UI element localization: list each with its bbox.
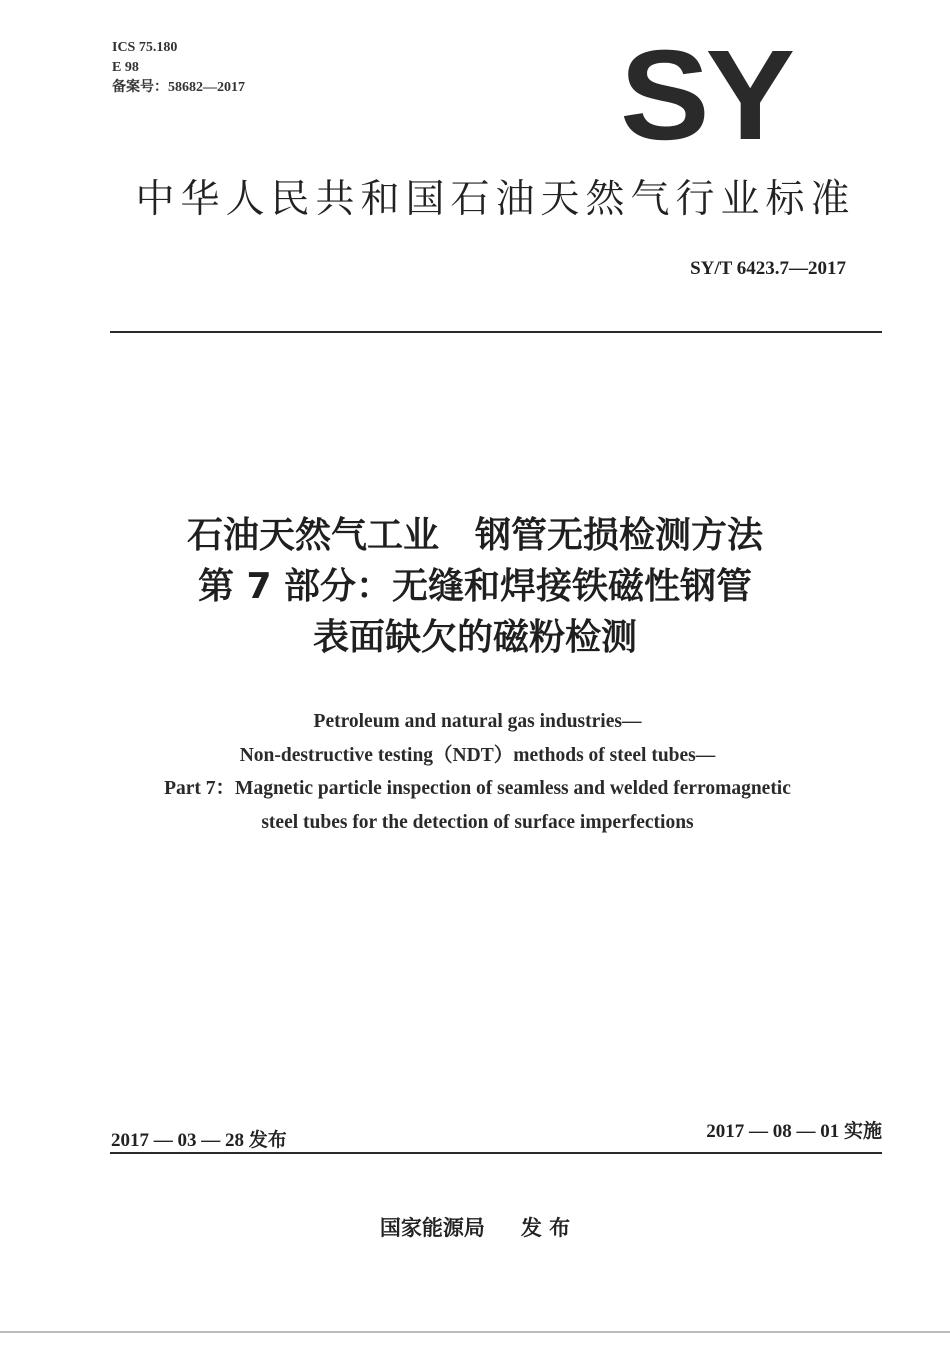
issuer-name: 国家能源局 (379, 1216, 485, 1240)
bottom-divider (110, 1152, 882, 1154)
standard-number: SY/T 6423.7—2017 (690, 258, 846, 279)
sy-logo: SY (620, 24, 791, 167)
implementation-date: 2017 — 08 — 01 实施 (706, 1121, 882, 1142)
title-english (80, 705, 875, 839)
title-cn-line: 第 7 部分：无缝和焊接铁磁性钢管 (197, 566, 753, 607)
meta-block (112, 38, 245, 98)
title-en-line: Petroleum and natural gas industries— (313, 711, 642, 732)
issuer-action: 发 布 (520, 1216, 571, 1240)
issuer (250, 1212, 700, 1242)
title-chinese (100, 510, 850, 663)
title-cn-line: 表面缺欠的磁粉检测 (312, 617, 637, 658)
organization-title: 中华人民共和国石油天然气行业标准 (135, 177, 856, 222)
ccs-code: E 98 (112, 60, 139, 75)
top-divider (110, 331, 882, 333)
ics-code: ICS 75.180 (112, 40, 178, 55)
title-en-line: steel tubes for the detection of surface imperfections (261, 811, 694, 833)
title-en-line: Part 7：Magnetic particle inspection of seamless and welded ferromagnetic (164, 778, 791, 799)
title-cn-line: 石油天然气工业 钢管无损检测方法 (186, 515, 763, 556)
issue-date: 2017 — 03 — 28 发布 (111, 1130, 287, 1151)
scan-edge-line (0, 1331, 950, 1333)
title-en-line: Non-destructive testing（NDT）methods of steel tubes— (239, 744, 716, 766)
record-number: 备案号：58682—2017 (112, 80, 245, 95)
